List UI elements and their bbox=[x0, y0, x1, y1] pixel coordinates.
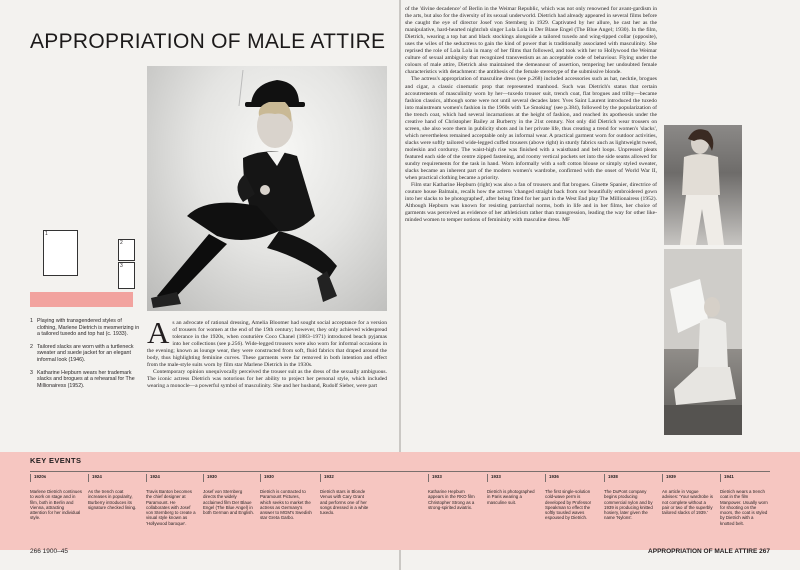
key-event-year: 1920s bbox=[30, 474, 82, 482]
key-event-year: 1941 bbox=[720, 474, 768, 482]
drop-cap: A bbox=[147, 315, 170, 350]
key-event-text: Dietrich is contracted to Paramount Pictures, which seeks to market the actress as Germany's answer to MGM's Swedish star Greta Garbo. bbox=[260, 489, 312, 521]
thumbnail-3 bbox=[118, 262, 135, 289]
key-event-text: Katharine Hepburn appears in the RKO film Christopher Strong as a strong-spirited aviatrix. bbox=[428, 489, 475, 510]
key-event bbox=[604, 474, 656, 521]
body-column-left bbox=[147, 315, 387, 390]
key-events-heading: KEY EVENTS bbox=[30, 456, 82, 465]
key-event-year: 1933 bbox=[487, 474, 539, 482]
thumbnail-number: 1 bbox=[45, 231, 48, 237]
key-event bbox=[260, 474, 312, 521]
key-event bbox=[545, 474, 597, 521]
photo-katharine-hepburn bbox=[664, 249, 742, 435]
folio-right: APPROPRIATION OF MALE ATTIRE 267 bbox=[648, 548, 770, 555]
key-event-text: Dietrich stars in Blonde Venus with Cary Grant and performs one of her songs dressed in a white tuxedo. bbox=[320, 489, 369, 516]
thumbnail-1 bbox=[43, 230, 78, 276]
key-event-year: 1930 bbox=[203, 474, 255, 482]
caption bbox=[30, 318, 140, 338]
key-event bbox=[30, 474, 82, 521]
key-event bbox=[320, 474, 372, 515]
body-paragraph: Contemporary opinion unequivocally perceived the trouser suit as the dress of the sexually ambiguous. The iconic actress Dietrich was notorious for her ability to project her personal style, which included wearing a monocle—a powerful symbol of masculinity. She and her husband, Rudolf Sieber, were part bbox=[147, 369, 387, 390]
photo-hepburn-illustration bbox=[664, 249, 742, 435]
key-event-text: As the trench coat increases in popularity, Burberry introduces its signature checked lining. bbox=[88, 489, 137, 510]
key-event bbox=[203, 474, 255, 515]
body-paragraph bbox=[147, 315, 387, 369]
key-event-year: 1924 bbox=[88, 474, 140, 482]
photo-dietrich-illustration bbox=[147, 66, 387, 311]
paragraph-text: s an advocate of rational dressing, Amelia Bloomer had sought social acceptance for a version of trousers for women at the end of the 19th century; however, they only achieved widespread tolerance in the 1920s, when couturière Coco Chanel (1883–1971) introduced beach pyjamas into her collections (see p.256). Wide-legged trousers were also worn for informal occasions in the evening; known as lounge wear, they were constructed from soft, fluid fabrics that draped around the body, thus highlighting feminine curves. These garments were far removed in both intention and effect from the male-style suits worn by film star Marlene Dietrich in the 1930s. bbox=[147, 320, 387, 369]
key-event bbox=[88, 474, 140, 510]
key-event-year: 1936 bbox=[545, 474, 597, 482]
key-event-year: 1938 bbox=[604, 474, 656, 482]
body-paragraph: Film star Katharine Hepburn (right) was also a fan of trousers and flat brogues. Ginette Spanier, directrice of couture house Balmain, recalls how the actress 'changed straight back from our beautifully embroidered gown into her slacks to be photographed', after being fitted for her part in the West End play The Millionairess (1952). Although Hepburn was known for resisting patriarchal norms, both in life and in her films, her choice of garments was perceived as evidence of her athleticism rather than transgression, leading the way for other like-minded women to temper notions of femininity with masculine dress. MF bbox=[405, 182, 657, 224]
key-event bbox=[662, 474, 714, 515]
key-event-year: 1939 bbox=[662, 474, 714, 482]
key-event-year: 1932 bbox=[320, 474, 372, 482]
body-column-right bbox=[405, 6, 657, 224]
key-event bbox=[487, 474, 539, 505]
caption bbox=[30, 370, 140, 390]
photo-slacks-illustration bbox=[664, 125, 742, 245]
key-event-text: Dietrich is photographed in Paris wearing a masculine suit. bbox=[487, 489, 535, 505]
accent-bar bbox=[30, 292, 133, 307]
folio-left: 266 1900–45 bbox=[30, 548, 68, 555]
key-event-text: Josef von Sternberg directs the widely acclaimed film Der Blaue Engel (The Blue Angel) in both German and English. bbox=[203, 489, 255, 516]
key-event-text: The DuPont company begins producing commercial nylon and by 1939 is producing knitted hosiery, later given the name 'Nylons'. bbox=[604, 489, 653, 521]
photo-tailored-slacks bbox=[664, 125, 742, 245]
key-event-year: 1930 bbox=[260, 474, 312, 482]
key-event-text: The first single-solution cold-wave perm is developed by Professor Speakman to effect the softly tousled waves espoused by Dietrich. bbox=[545, 489, 592, 521]
caption bbox=[30, 344, 140, 364]
key-event-text: Marlene Dietrich continues to work on stage and in film, both in Berlin and Vienna, attracting attention for her individual style. bbox=[30, 489, 82, 521]
page-title: APPROPRIATION OF MALE ATTIRE bbox=[30, 30, 386, 53]
key-event bbox=[720, 474, 768, 526]
key-event-text: Travis Banton becomes the chief designer at Paramount. He collaborates with Josef von Sternberg to create a visual style known as 'Hollywood baroque'. bbox=[146, 489, 196, 526]
body-paragraph: The actress's appropriation of masculine dress (see p.268) included accessories such as hat, necktie, brogues and cigar, a classic cinematic prop that represented manhood. Such was Dietrich's status that certain accoutrements of masculinity worn by her—tuxedo trouser suit, trench coat, flat brogues and trilby—became fashion classics, although some were not until several decades later. Yves Saint Laurent introduced the tuxedo into mainstream women's fashion in the 1960s with 'Le Smoking' (see p.384), followed by the popularization of the trench coat, which had several incarnations at the height of fashion, and reached its apotheosis under the creative hand of Christopher Bailey at Burberry in the 21st century. Not only did Dietrich wear trousers on screen, she also wore them in publicity shots and in her private life, thus creating a trend for women's 'slacks', which nevertheless remained acceptable only as informal wear. A practical garment worn for outdoor activities, slacks were softly tailored wide-legged cuffed trousers (above right) in sturdy fabrics such as lightweight tweed, moleskin and corduroy. The waist-high rise was finished with a waistband and belt loops. Unpressed pleats featured each side of the centre zipped fastening, and roomy vertical pockets set into the side seams allowed for sundry requirements for the task in hand. Worn informally with a soft cotton blouse or simply styled sweater, slacks became an inherent part of the modern women's wardrobe, confirmed with the onset of World War II, when practical clothing became a priority. bbox=[405, 76, 657, 182]
caption-number: 3 bbox=[30, 369, 33, 376]
caption-list bbox=[30, 318, 140, 395]
thumbnail-number: 3 bbox=[120, 263, 123, 269]
caption-text: Playing with transgendered styles of clothing, Marlene Dietrich is mesmerizing in a tailored tuxedo and top hat (c. 1933). bbox=[37, 318, 140, 338]
caption-number: 1 bbox=[30, 318, 33, 324]
key-event bbox=[428, 474, 480, 510]
key-event-text: An article in Vogue advises: 'Your wardrobe is not complete without a pair or two of the superbly tailored slacks of 1939.' bbox=[662, 489, 713, 516]
caption-text: Tailored slacks are worn with a turtleneck sweater and suede jacket for an elegant informal look (1946). bbox=[37, 343, 134, 363]
body-paragraph: of the 'divine decadence' of Berlin in the Weimar Republic, which was not only renowned for avant-gardism in the arts, but also for the diversity of its sexual underworld. Dietrich had already appeared in several films before she caught the eye of director Josef von Sternberg in 1929. Captivated by her allure, he cast her as the manipulative, hard-hearted nightclub singer Lola Lola in Der Blaue Engel (The Blue Angel; 1930). In the film, Dietrich, wearing a top hat and black stockings alongside a tailored tuxedo and wing-tipped collar (opposite), uses the wiles of the seductress to gain the kind of power that is traditionally associated with masculinity. She reprised the role of Lola Lola in many of her films that followed, and took with her to Hollywood the Weimar culture of sexual ambiguity that recognized transvestism as an acceptable code of behaviour. Flying under the colours of male attire, Dietrich also maintained the demeanour of assertion, tempering her undoubted female characteristics with detachment: the antithesis of the female stereotype of the submissive blonde. bbox=[405, 6, 657, 76]
caption-number: 2 bbox=[30, 343, 33, 350]
key-events-rule bbox=[30, 471, 770, 472]
key-event-text: Dietrich wears a trench coat in the film Manpower. Usually worn for shooting on the moors, the coat is styled by Dietrich with a knotted belt. bbox=[720, 489, 768, 526]
key-event-year: 1933 bbox=[428, 474, 480, 482]
key-event-year: 1924 bbox=[146, 474, 198, 482]
photo-marlene-dietrich bbox=[147, 66, 387, 311]
thumbnail-number: 2 bbox=[120, 240, 123, 246]
key-event bbox=[146, 474, 198, 526]
caption-text: Katharine Hepburn wears her trademark slacks and brogues at a rehearsal for The Millionairess (1952). bbox=[37, 369, 135, 389]
thumbnail-2 bbox=[118, 239, 135, 261]
